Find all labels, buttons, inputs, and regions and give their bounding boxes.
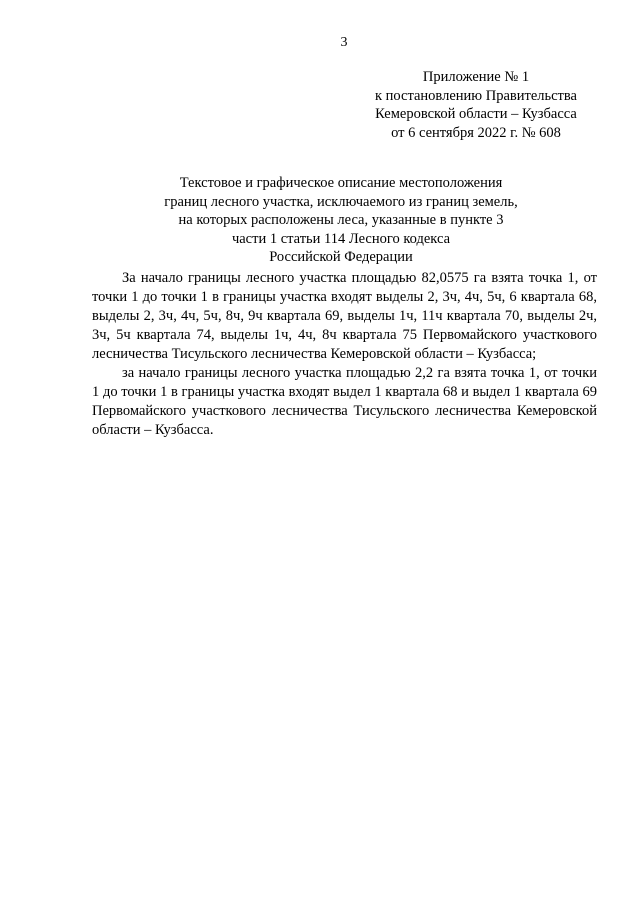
document-title [110,174,572,267]
title-line-3: на которых расположены леса, указанные в пункте 3 [178,212,504,228]
title-line-4: части 1 статьи 114 Лесного кодекса [231,230,451,247]
appendix-line-1: Приложение № 1 [422,69,530,85]
body-text [92,269,597,440]
title-line-5: Российской Федерации [269,249,413,265]
page-number: 3 [340,35,348,50]
title-line-2: границ лесного участка, исключаемого из границ земель, [164,193,518,210]
appendix-line-4: от 6 сентября 2022 г. № 608 [391,124,561,141]
appendix-line-3: Кемеровской области – Кузбасса [375,106,577,122]
paragraph: За начало границы лесного участка площадью 82,0575 га взята точка 1, от точки 1 до точки 1 в границы участка входят выделы 2, 3ч, 4ч, 5ч, 6 квартала 68, выделы 2, 3ч, 4ч, 5ч, 8ч, 9ч квартала 69, выделы 1ч, 11ч квартала 70, выделы 2ч, 3ч, 5ч квартала 74, выделы 1ч, 4ч, 8ч квартала 75 Первомайского участкового лесничества Тисульского лесничества Кемеровской области – Кузбасса; [92,270,597,362]
appendix-header [330,68,622,142]
title-line-1: Текстовое и графическое описание местоположения [179,175,503,191]
appendix-line-2: к постановлению Правительства [375,87,577,104]
paragraph: за начало границы лесного участка площадью 2,2 га взята точка 1, от точки 1 до точки 1 в границы участка входят выдел 1 квартала 68 и выдел 1 квартала 69 Первомайского участкового лесничества Тисульского лесничества Кемеровской области – Кузбасса. [92,365,597,438]
